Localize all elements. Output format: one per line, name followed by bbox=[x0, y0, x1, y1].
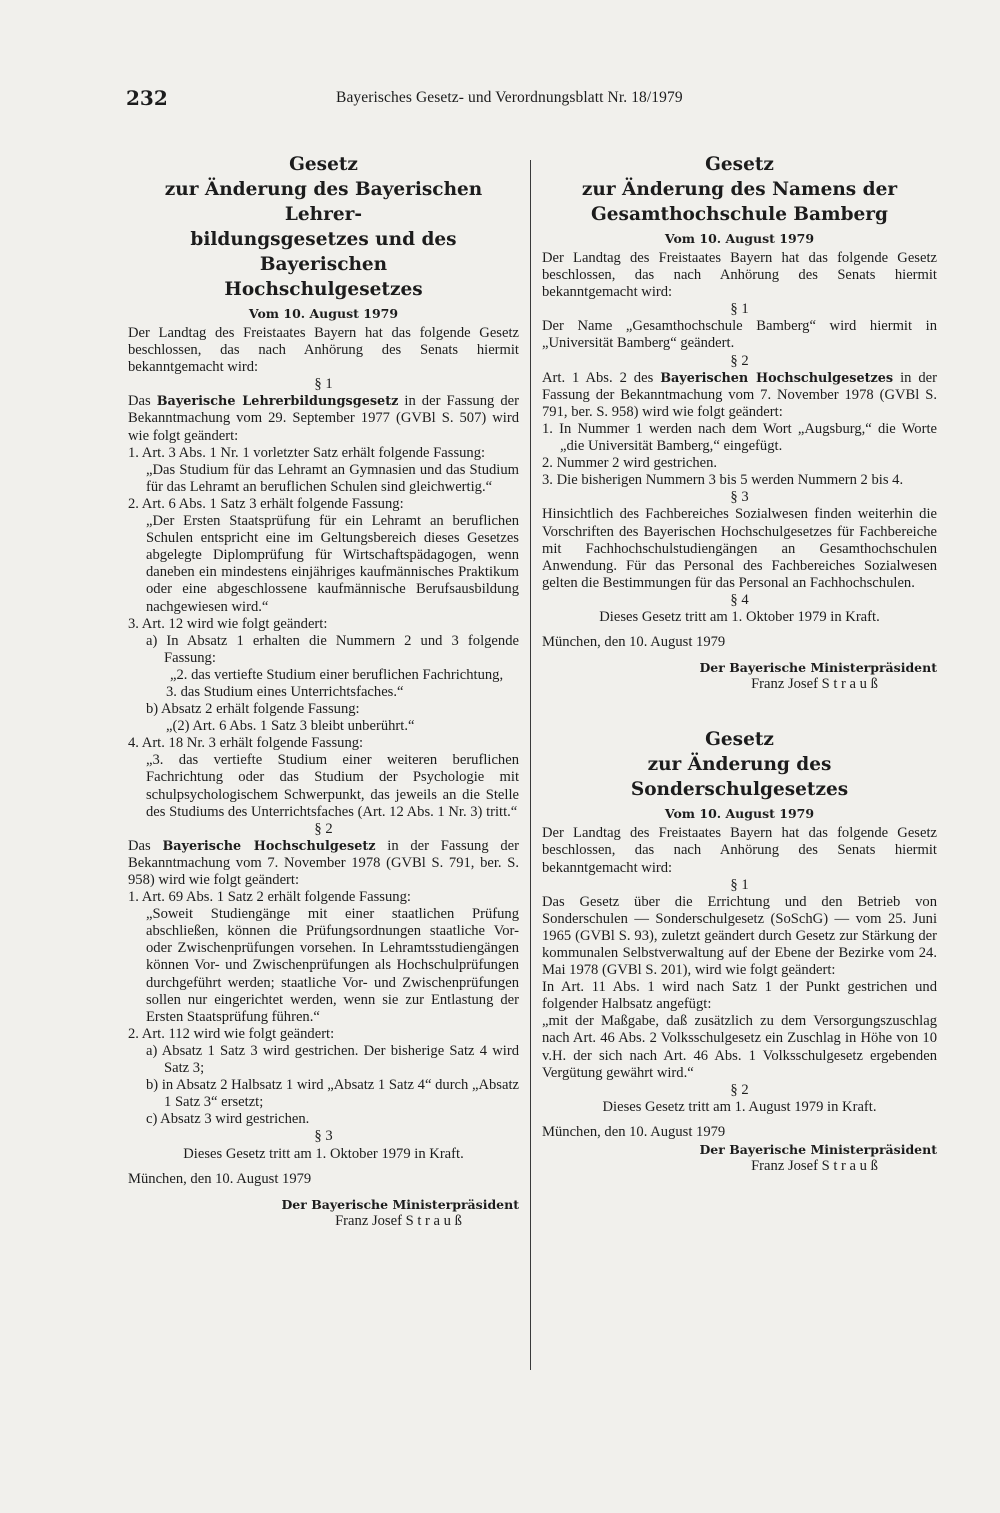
law1-item-3b-quote: „(2) Art. 6 Abs. 1 Satz 3 bleibt unberührt.“ bbox=[166, 718, 415, 735]
law2-signature-office: Der Bayerische Ministerpräsident bbox=[699, 660, 937, 676]
law1-s1-intro: Das Bayerische Lehrerbildungsgesetz in der Fassung der Bekanntmachung vom 29. September 1977 (GVBl S. 507) wird wie folgt geändert: bbox=[128, 393, 519, 444]
law1-signature-name: Franz Josef S t r a u ß bbox=[335, 1212, 462, 1229]
page-header bbox=[126, 86, 946, 112]
law1-section-1: § 1 bbox=[314, 376, 333, 393]
law2-section-4: § 4 bbox=[730, 591, 749, 608]
law3-section-2: § 2 bbox=[730, 1081, 749, 1098]
right-column bbox=[542, 152, 937, 1175]
law1-item-4-quote: „3. das vertiefte Studium einer weiteren beruflichen Fachrichtung oder das Studium der Psychologie mit schulpsychologischem Schwerpunkt, das jeweils an die Stelle des Studiums des Unterrichtsfaches (Art. 12 Abs. 1 Nr. 3) tritt.“ bbox=[146, 752, 519, 820]
law2-signature-name: Franz Josef S t r a u ß bbox=[751, 676, 878, 693]
law1-s3-text: Dieses Gesetz tritt am 1. Oktober 1979 in Kraft. bbox=[183, 1145, 464, 1162]
law3-title: Gesetz zur Änderung des Sonderschulgesetzes bbox=[630, 729, 849, 801]
law1-s2-item-1-quote: „Soweit Studiengänge mit einer staatlichen Prüfung abschließen, können die Prüfungsordnungen staatliche Vor- oder Zwischenprüfungen vorsehen. In Lehramtsstudiengängen können Vor- und Zwischenprüfungen als Hochschulprüfungen durchgeführt werden; staatliche Vor- und Zwischenprüfungen sollen nur eingerichtet werden, wenn sie zur Entlastung der Ersten Staatsprüfung führen.“ bbox=[146, 906, 519, 1025]
law1-s2-item-1: 1. Art. 69 Abs. 1 Satz 2 erhält folgende Fassung: bbox=[128, 889, 411, 906]
law2-s3-text: Hinsichtlich des Fachbereiches Sozialwesen finden weiterhin die Vorschriften des Bayerischen Hochschulgesetzes für Fachbereiche mit Fachhochschulstudiengängen an Gesamthochschulen Anwendung. Für das Personal des Fachbereiches Sozialwesen gelten die Bestimmungen für das Personal an Fachhochschulen. bbox=[542, 506, 937, 591]
law3-s1-text: Das Gesetz über die Errichtung und den Betrieb von Sonderschulen — Sonderschulgesetz (SoSchG) — vom 25. Juni 1965 (GVBl S. 93), zuletzt geändert durch Gesetz zur Stärkung der kommunalen Selbstverwaltung auf der Ebene der Bezirke vom 24. Mai 1978 (GVBl S. 201), wird wie folgt geändert: bbox=[542, 893, 937, 979]
law1-s2-item-2: 2. Art. 112 wird wie folgt geändert: bbox=[128, 1025, 335, 1042]
law2-s2-intro: Art. 1 Abs. 2 des Bayerischen Hochschulgesetzes in der Fassung der Bekanntmachung vom 7. November 1978 (GVBl S. 791, ber. S. 958) wird wie folgt geändert: bbox=[542, 369, 938, 420]
law3-s2-text: Dieses Gesetz tritt am 1. August 1979 in Kraft. bbox=[602, 1098, 877, 1115]
law2-section-1: § 1 bbox=[730, 301, 749, 318]
law1-item-4: 4. Art. 18 Nr. 3 erhält folgende Fassung: bbox=[128, 735, 364, 752]
law1-item-3b: b) Absatz 2 erhält folgende Fassung: bbox=[146, 701, 360, 718]
law1-item-3a-quote-2: 3. das Studium eines Unterrichtsfaches.“ bbox=[166, 683, 404, 700]
law2-item-3: 3. Die bisherigen Nummern 3 bis 5 werden Nummern 2 bis 4. bbox=[542, 472, 904, 489]
law2-s4-text: Dieses Gesetz tritt am 1. Oktober 1979 in Kraft. bbox=[599, 608, 880, 625]
law1-date: Vom 10. August 1979 bbox=[248, 306, 399, 321]
law2-s1-text: Der Name „Gesamthochschule Bamberg“ wird hiermit in „Universität Bamberg“ geändert. bbox=[542, 318, 937, 352]
law3-s1-quote: „mit der Maßgabe, daß zusätzlich zu dem Versorgungszuschlag nach Art. 46 Abs. 2 Volksschulgesetz ein Zuschlag in Höhe von 10 v.H. der sich nach Art. 46 Abs. 1 Volksschulgesetz ergebenden Vergütung gewährt wird.“ bbox=[542, 1013, 937, 1081]
law3-date: Vom 10. August 1979 bbox=[664, 806, 815, 822]
law3-signature-name: Franz Josef S t r a u ß bbox=[751, 1158, 878, 1175]
law1-item-3a: a) In Absatz 1 erhalten die Nummern 2 und 3 folgende Fassung: bbox=[146, 632, 519, 666]
running-title: Bayerisches Gesetz- und Verordnungsblatt Nr. 18/1979 bbox=[336, 89, 683, 106]
law2-item-2: 2. Nummer 2 wird gestrichen. bbox=[542, 455, 718, 472]
law1-item-3: 3. Art. 12 wird wie folgt geändert: bbox=[128, 615, 328, 632]
law2-section-3: § 3 bbox=[730, 489, 749, 506]
law1-s2-item-2a: a) Absatz 1 Satz 3 wird gestrichen. Der bisherige Satz 4 wird Satz 3; bbox=[146, 1042, 519, 1077]
left-column bbox=[128, 152, 519, 1230]
law1-s2-item-2c: c) Absatz 3 wird gestrichen. bbox=[146, 1111, 310, 1128]
law2-date: Vom 10. August 1979 bbox=[664, 231, 815, 246]
law1-item-2-quote: „Der Ersten Staatsprüfung für ein Lehramt an beruflichen Schulen entspricht eine im Geltungsbereich dieses Gesetzes abgelegte Diplomprüfung für Wirtschaftspädagogen, wenn daneben ein mindestens einjähriges kaufmännisches Praktikum oder eine abgeschlossene kaufmännische Berufsausbildung nachgewiesen wird.“ bbox=[146, 513, 519, 615]
law2-title: Gesetz zur Änderung des Namens der Gesamthochschule Bamberg bbox=[581, 154, 898, 225]
law1-item-1: 1. Art. 3 Abs. 1 Nr. 1 vorletzter Satz erhält folgende Fassung: bbox=[128, 444, 486, 461]
law1-item-1-quote: „Das Studium für das Lehramt an Gymnasien und das Studium für das Lehramt an beruflichen Schulen sind gleichwertig.“ bbox=[146, 461, 519, 495]
law1-preamble: Der Landtag des Freistaates Bayern hat das folgende Gesetz beschlossen, das nach Anhörung des Senats hiermit bekanntgemacht wird: bbox=[128, 325, 519, 376]
law1-section-2: § 2 bbox=[314, 820, 333, 837]
law1-s2-item-2b: b) in Absatz 2 Halbsatz 1 wird „Absatz 1 Satz 4“ durch „Absatz 1 Satz 3“ ersetzt; bbox=[146, 1077, 519, 1111]
law1-item-3a-quote-1: „2. das vertiefte Studium einer beruflichen Fachrichtung, bbox=[170, 666, 504, 683]
law1-item-2: 2. Art. 6 Abs. 1 Satz 3 erhält folgende Fassung: bbox=[128, 495, 404, 512]
law3-signature-office: Der Bayerische Ministerpräsident bbox=[699, 1142, 937, 1158]
law3-section-1: § 1 bbox=[730, 876, 749, 893]
page-number: 232 bbox=[126, 86, 168, 110]
law1-section-3: § 3 bbox=[314, 1128, 333, 1145]
law3-s1-change: In Art. 11 Abs. 1 wird nach Satz 1 der Punkt gestrichen und folgender Halbsatz angefügt: bbox=[542, 979, 937, 1013]
law3-place-date: München, den 10. August 1979 bbox=[542, 1123, 726, 1140]
law1-place-date: München, den 10. August 1979 bbox=[128, 1170, 312, 1187]
law3-preamble: Der Landtag des Freistaates Bayern hat das folgende Gesetz beschlossen, das nach Anhörung des Senats hiermit bekanntgemacht wird: bbox=[542, 825, 937, 876]
law1-s2-intro: Das Bayerische Hochschulgesetz in der Fassung der Bekanntmachung vom 7. November 1978 (GVBl S. 791, ber. S. 958) wird wie folgt geändert: bbox=[128, 837, 519, 888]
law2-place-date: München, den 10. August 1979 bbox=[542, 634, 726, 651]
law2-preamble: Der Landtag des Freistaates Bayern hat das folgende Gesetz beschlossen, das nach Anhörung des Senats hiermit bekanntgemacht wird: bbox=[542, 250, 937, 301]
law1-signature-office: Der Bayerische Ministerpräsident bbox=[281, 1196, 519, 1212]
law2-item-1: 1. In Nummer 1 werden nach dem Wort „Augsburg,“ die Worte „die Universität Bamberg,“ eingefügt. bbox=[542, 420, 937, 455]
law1-title: Gesetz zur Änderung des Bayerischen Lehrer- bildungsgesetzes und des Bayerischen Hochschulgesetzes bbox=[164, 154, 483, 300]
column-divider bbox=[530, 160, 531, 1370]
law2-section-2: § 2 bbox=[730, 352, 749, 369]
